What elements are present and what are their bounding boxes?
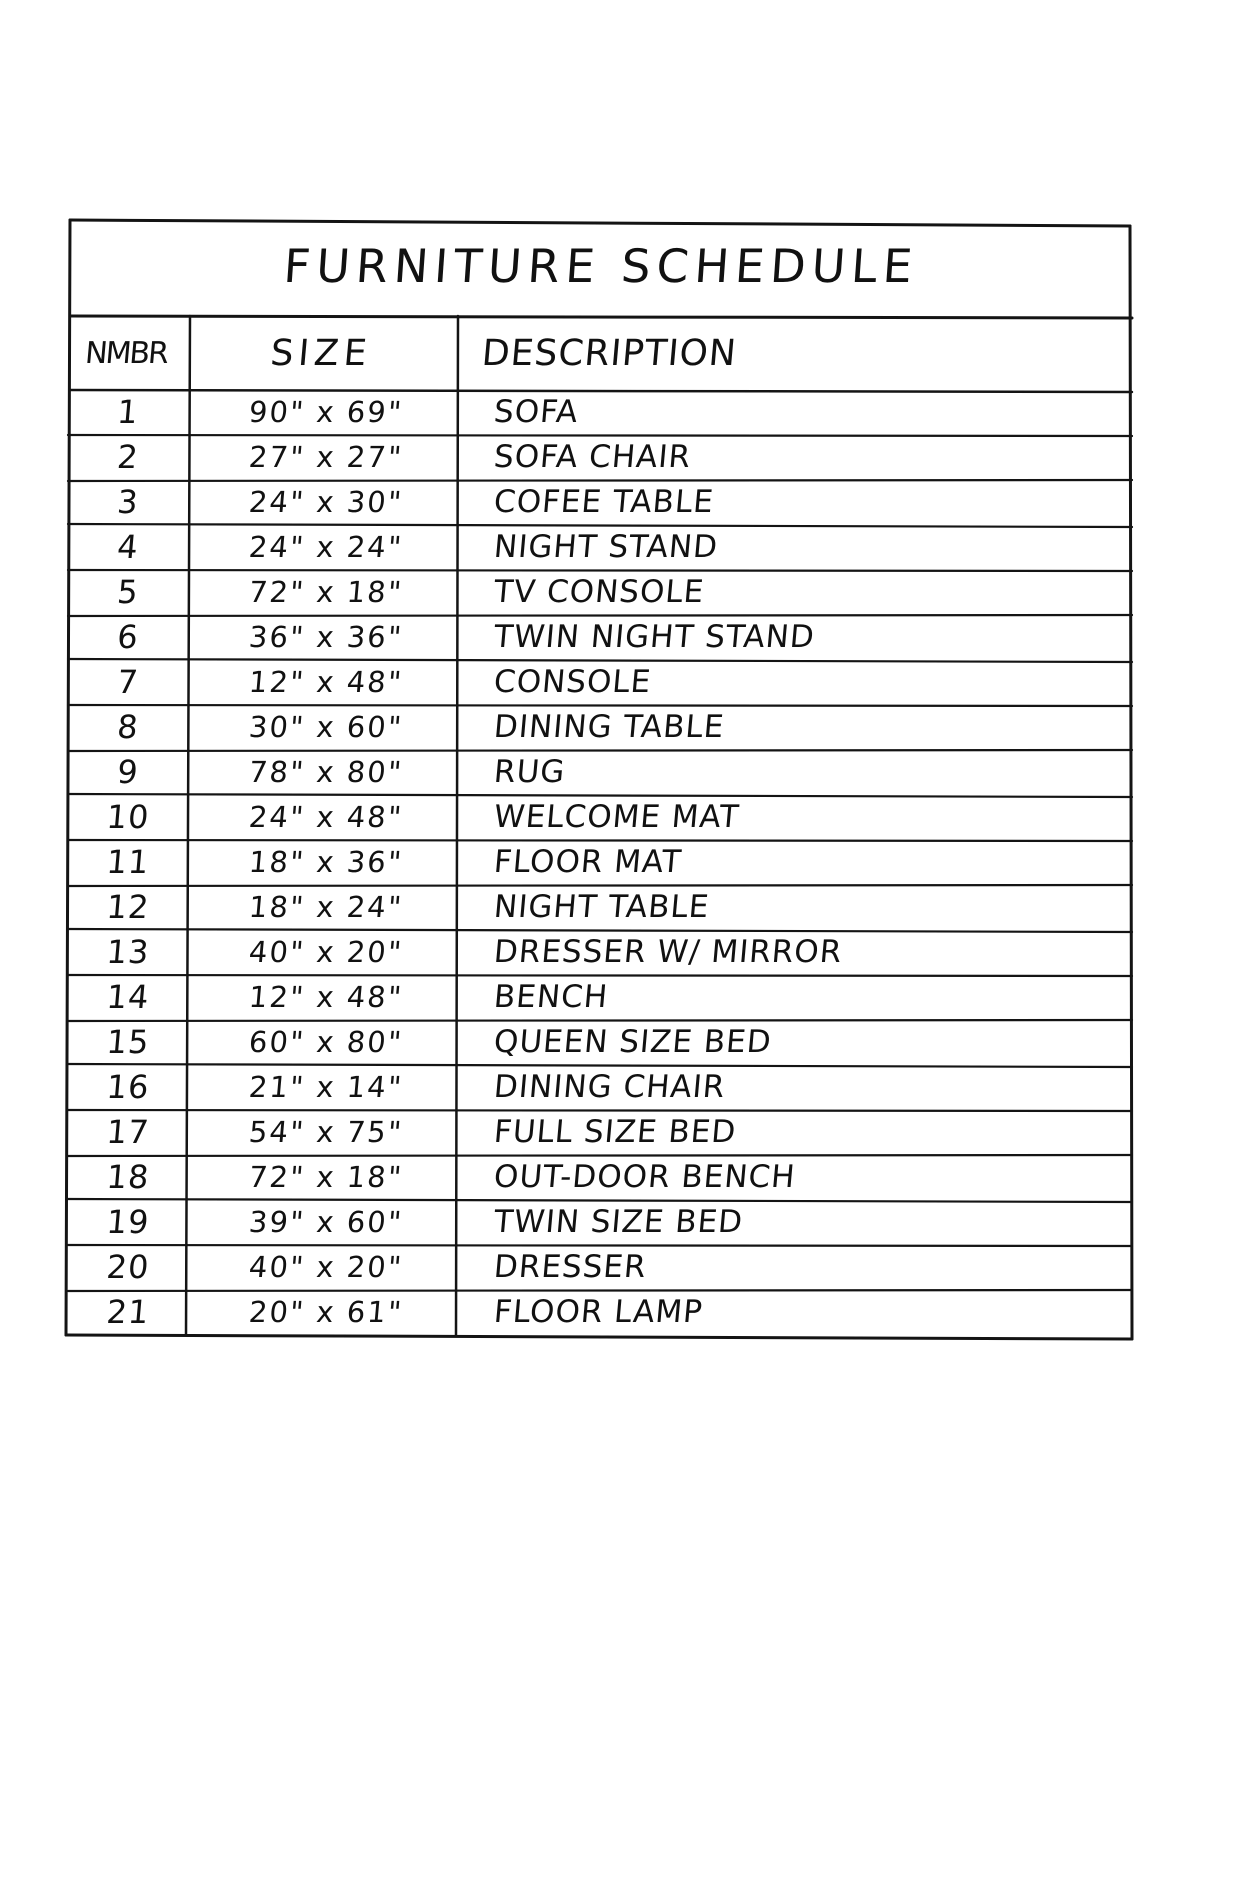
schedule-rows xyxy=(66,220,1136,1344)
row-size: 60" x 80" xyxy=(247,1025,405,1059)
row-size: 72" x 18" xyxy=(247,1160,405,1194)
row-size: 30" x 60" xyxy=(247,710,405,744)
header-number: NMBR xyxy=(83,336,169,371)
row-number: 17 xyxy=(105,1113,152,1151)
table-row xyxy=(66,1200,1136,1245)
table-row xyxy=(66,570,1136,615)
row-number: 14 xyxy=(105,978,152,1016)
row-description: BENCH xyxy=(492,979,610,1015)
row-description: SOFA xyxy=(492,394,580,430)
row-description: TWIN SIZE BED xyxy=(492,1204,745,1240)
schedule-title: FURNITURE SCHEDULE xyxy=(281,239,921,293)
header-size: SIZE xyxy=(268,333,374,374)
row-size: 90" x 69" xyxy=(247,395,405,429)
row-number: 13 xyxy=(105,933,152,971)
row-description: FLOOR LAMP xyxy=(492,1294,705,1330)
row-size: 12" x 48" xyxy=(247,980,405,1014)
row-number: 3 xyxy=(115,483,141,521)
table-row xyxy=(66,525,1136,570)
row-description: QUEEN SIZE BED xyxy=(492,1024,774,1060)
row-description: NIGHT TABLE xyxy=(492,889,711,925)
row-number: 19 xyxy=(105,1203,152,1241)
row-size: 72" x 18" xyxy=(247,575,405,609)
table-row xyxy=(66,885,1136,930)
row-size: 18" x 24" xyxy=(247,890,405,924)
table-row xyxy=(66,1020,1136,1065)
row-number: 21 xyxy=(105,1293,152,1331)
table-row xyxy=(66,615,1136,660)
row-number: 11 xyxy=(105,843,152,881)
row-description: DRESSER xyxy=(492,1249,649,1285)
row-description: DINING CHAIR xyxy=(492,1069,727,1105)
row-description: TWIN NIGHT STAND xyxy=(492,619,817,655)
row-description: FLOOR MAT xyxy=(492,844,684,880)
row-description: OUT-DOOR BENCH xyxy=(492,1159,798,1195)
row-description: CONSOLE xyxy=(492,664,653,700)
row-size: 40" x 20" xyxy=(247,1250,405,1284)
table-row xyxy=(66,975,1136,1020)
table-row xyxy=(66,840,1136,885)
row-size: 36" x 36" xyxy=(247,620,405,654)
row-number: 16 xyxy=(105,1068,152,1106)
row-description: SOFA CHAIR xyxy=(492,439,693,475)
row-number: 1 xyxy=(115,393,141,431)
table-row xyxy=(66,1110,1136,1155)
row-description: WELCOME MAT xyxy=(492,799,741,835)
table-row xyxy=(66,930,1136,975)
row-size: 21" x 14" xyxy=(247,1070,405,1104)
row-size: 12" x 48" xyxy=(247,665,405,699)
row-size: 24" x 24" xyxy=(247,530,405,564)
row-size: 24" x 48" xyxy=(247,800,405,834)
row-number: 12 xyxy=(105,888,152,926)
row-size: 20" x 61" xyxy=(247,1295,405,1329)
table-row xyxy=(66,795,1136,840)
row-number: 4 xyxy=(115,528,141,566)
table-row xyxy=(66,1155,1136,1200)
row-description: FULL SIZE BED xyxy=(492,1114,738,1150)
table-row xyxy=(66,705,1136,750)
table-row xyxy=(66,435,1136,480)
furniture-schedule-sheet xyxy=(66,220,1136,1344)
row-size: 54" x 75" xyxy=(247,1115,405,1149)
row-size: 27" x 27" xyxy=(247,440,405,474)
table-row xyxy=(66,390,1136,435)
row-description: DINING TABLE xyxy=(492,709,726,745)
row-size: 78" x 80" xyxy=(247,755,405,789)
table-row xyxy=(66,660,1136,705)
row-size: 39" x 60" xyxy=(247,1205,405,1239)
row-size: 18" x 36" xyxy=(247,845,405,879)
row-number: 18 xyxy=(105,1158,152,1196)
row-size: 40" x 20" xyxy=(247,935,405,969)
row-number: 5 xyxy=(115,573,141,611)
row-number: 10 xyxy=(105,798,152,836)
row-size: 24" x 30" xyxy=(247,485,405,519)
table-row xyxy=(66,1290,1136,1335)
row-number: 9 xyxy=(115,753,141,791)
row-description: TV CONSOLE xyxy=(492,574,706,610)
row-number: 6 xyxy=(115,618,141,656)
table-row xyxy=(66,480,1136,525)
row-description: COFEE TABLE xyxy=(492,484,716,520)
header-description: DESCRIPTION xyxy=(480,333,739,374)
row-number: 20 xyxy=(105,1248,152,1286)
table-row xyxy=(66,1065,1136,1110)
row-description: NIGHT STAND xyxy=(492,529,720,565)
row-number: 8 xyxy=(115,708,141,746)
row-number: 2 xyxy=(115,438,141,476)
row-description: RUG xyxy=(492,754,567,790)
row-description: DRESSER W/ MIRROR xyxy=(492,934,844,970)
row-number: 15 xyxy=(105,1023,152,1061)
row-number: 7 xyxy=(115,663,141,701)
table-row xyxy=(66,750,1136,795)
table-row xyxy=(66,1245,1136,1290)
